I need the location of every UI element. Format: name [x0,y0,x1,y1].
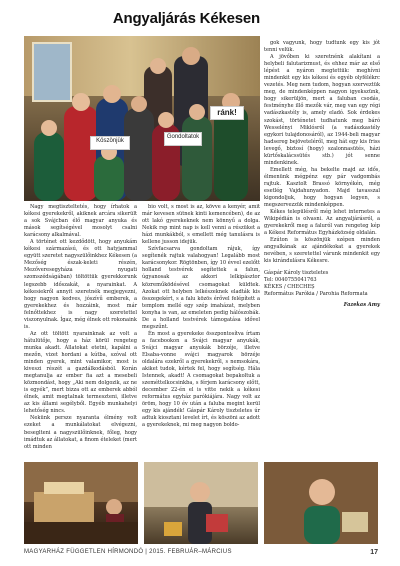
paragraph: Nagy megtiszteltetés, hogy írhatok a kékesi gyerekekről, akiknek arcára sikerült a sok Svájcban élő magyar anyuka és mások segítségével mosolyt csalni karácsony alkalmával. [24,204,137,239]
paragraph: bio volt, s most is az, kövve a kenyér, amit már kevesen sütnek kinti kemencében), de az ott lakó gyerekeknek nem könnyű a dolga. Nekik rsp mint nap is kell venni a részüket a házi munkákból, s emellett még tanulásra is kellene jusson idejük. [142,204,260,246]
signature-line-3: KÉKES / CHECHEȘ [264,283,315,290]
group-photo-children [24,36,260,201]
signature-line-4: Református Parókia / Parohia Reformata [264,290,368,297]
paragraph: gok vagyunk, hogy tudtunk egy kis jót tenni velük. [264,40,380,54]
article-author: Fazekas Amy [343,301,380,308]
page-number: 17 [370,549,378,556]
child-smiling-illustration [264,462,378,544]
paragraph: Szívfacsarva gondoltam rájuk, így segítenék rajtuk valahogyan! Legalább most karácsonykor. Rögtönben, így 10 évvel ezelőtt holland testvérek segítettek a falun, úgyanosak az akkori lelkipásztor közreműködésével csomagokat küldtek. Azokat ott helyben lelkészeknek eladták kis összegekért, s a falu közös érővel felépített a templom mellé egy szép imaházat, melyben konyha is van, az emeleten pedig hálószobák. De a holland testvérek támogatása idővel megszűnt. [142,246,260,330]
signature-line-1: Gáspár Károly tiszteletes [264,269,329,276]
paragraph: Én most a gyerekeke összpontosítva írtam a facebookon a Svájci magyar anyukák, Svájci magyar anyukák börzéje, illetve Elsaba-vonne svájci magyarok börzéje oldalára ezekről a gyerekekről, s nemsokára, akiket tudok, kértek fel, hogy segítség. Hála Istennek, akadt! A csomagokat bepakoltuk a szeméttelkocsinkba, s férjem karácsony előtt, december 22-én el is vitte nekik a kékesi református egyház parókiájára. Nagy volt az öröm, hogy 10 év után a faluba megint kerül egy kis ajándék! Gáspár Károly tiszteletes úr adtuk kiosztani levelet írt, és köszöni az adott a gyerekeknek, mi meg nagyon boldo- [142,330,260,429]
church-interior-illustration [24,462,138,544]
article-title: Angyaljárás Kékesen [112,10,260,27]
paragraph: A jövőben ki szeretnénk alakítani a helybeli falutarizmust, és ehhez már az első lépést a nyáron megtettük: meghívni mindenkit egy kis kékesi és egyéb olyfélékrc vezetés. Meg nem tudom, hogyan szerveztük meg, de mindenképpen nagyon igyekszünk, hogy sikerüljön, mert a faluban csodás, festményhe illő mezők vár, meg van egy régi vadászkastély is, amely eladó. Sok érdekes szokást, történetet tudhatunk meg báró Wesselényi Miklósról (a vadászkastély egykori tulajdonosáról), az 1944-beli magyar hadsereg bejöveteléről, meg hát egy kis friss levegő, biztosí (hogy) szalonnasütés, házi kürtőskalácssütés stb.) jót senne mindenkinek. [264,54,380,166]
paragraph: A történet ott kezdődött, hogy anyukám kékesi származású, és ott hatyjammal együtt szeretet nagyszülőinkhez Kékesen (a Mezőség észak-keleti részén, Mezőveresegyháza nyugati szomszédságában) töltöttük gyerekkorunk legszebb időszakát, a nyarainkat. A kékesiekről annyit szeretnék megjegyezni, hogy nagyon kedves, jószívű emberek, a gyerekekhez és hozzáink, most már felnőttekhez is nagy szeretettel viszonyulnak. Ígaz, még élnek ott rokonaink is. [24,239,137,330]
photo-sign-ranks: ránk! [210,106,244,120]
page-footer [24,549,378,559]
photo-sign-gondoltatok: Gondoltatok [164,132,202,146]
paragraph: Ezúton is köszönjük szépen minden angyalkának az ajándékokat a gyerekek nevében, s szeretettel várunk mindenkit egy kis kirándulásra Kékesre. [264,237,380,265]
photo-child-smiling [264,462,378,544]
article-column-1 [24,204,137,451]
paragraph: Kékes településről még lehet internetes a Wikipédián is olvasni. Az angyaljárásról, a gyerekekről meg a faluról van rengeteg kép a Kékesi Református Egyházközség oldalán. [264,209,380,237]
photo-child-with-gifts [144,462,258,544]
paragraph: Nekünk persze nyaranta élmény volt ezeket a munkálatokat elvégezni, beseglteni a nagyszülőinknek, főleg, hogy imádtuk az állatokat, a finom ételeket (mert ott minden [24,415,137,450]
photo-sign-koszonjuk: Köszönjük [90,136,130,150]
footer-publication: MAGYARHÁZ FÜGGETLEN HÍRMONDÓ | 2015. FEBRUÁR–MÁRCIUS [24,549,232,555]
paragraph: Az ott töltött nyarainknak az volt a hátulütője, hogy a ház körül rengeteg munka akadt. Állatokat etetni, kapálni a mezőn, vizet hordani a kútba, szóval ott minden gyerek, mint valamikor, most is kiveszi részét a gazdálkodásból. Korán megtanulja az ember fia azt a mesebeli közmondást, hogy „Aki nem dolgozik, az ne is egyék”, mert bizza ott az emberek abból élnek, amit megtalnak termeszteni, illetve az kis állami segélyből. Egyéb munkahelyi lehetőség nincs. [24,330,137,415]
article-column-2 [142,204,260,430]
signature-line-2: Tel: 0040755041763 [264,276,317,283]
article-column-3 [264,40,380,309]
child-with-gifts-illustration [144,462,258,544]
photo-church-interior [24,462,138,544]
paragraph: Emellett még, ha bekelte majd az idős, élmenünk mégpénz egy pár vadgombás rajtuk. Kasztolt Brassó környékén, még esetlég Vajdahunyadon. Majd tavasszal kigondoljuk, hogy hogyan legyen, s megszervezzük mindenképpen. [264,166,380,209]
